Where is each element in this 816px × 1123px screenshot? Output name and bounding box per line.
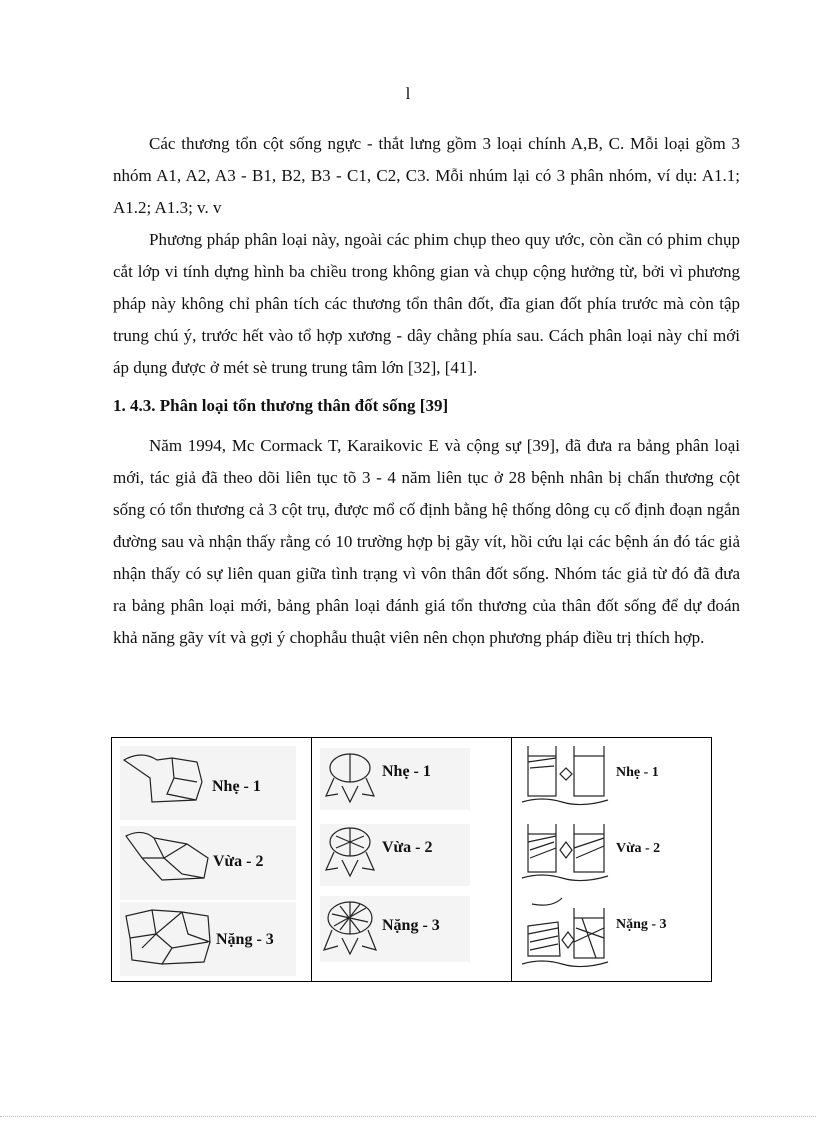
figure-column-2 bbox=[312, 738, 512, 981]
document-body bbox=[113, 128, 740, 654]
page-number: l bbox=[405, 84, 411, 103]
vertebral-injury-classification-figure bbox=[111, 737, 712, 982]
page-bottom-rule bbox=[0, 1116, 816, 1117]
column1-label-mild: Nhẹ - 1 bbox=[212, 778, 261, 795]
column1-label-moderate: Vừa - 2 bbox=[213, 853, 264, 870]
kyphosis-correction-drawing bbox=[512, 738, 712, 980]
paragraph-1: Các thương tổn cột sống ngực - thắt lưng gồm 3 loại chính A,B, C. Mỗi loại gồm 3 nhóm A1, A2, A3 - B1, B2, B3 - C1, C2, C3. Mỗi nhúm lại có 3 phân nhóm, ví dụ: A1.1; A1.2; A1.3; v. v bbox=[113, 134, 740, 217]
sagittal-comminution-drawing bbox=[112, 738, 312, 980]
figure-column-3 bbox=[512, 738, 711, 981]
column2-label-severe: Nặng - 3 bbox=[382, 917, 440, 934]
column3-label-moderate: Vừa - 2 bbox=[616, 841, 661, 856]
column2-label-mild: Nhẹ - 1 bbox=[382, 763, 431, 780]
figure-column-1 bbox=[112, 738, 312, 981]
column3-label-mild: Nhẹ - 1 bbox=[616, 765, 659, 780]
column3-label-severe: Nặng - 3 bbox=[616, 917, 667, 932]
paragraph-2: Phương pháp phân loại này, ngoài các phim chụp theo quy ước, còn cần có phim chụp cắt lớp vi tính dựng hình ba chiều trong không gian và chụp cộng hưởng từ, bởi vì phương pháp này không chỉ phân tích các thương tổn thân đốt, đĩa gian đốt phía trước mà còn tập trung chú ý, trước hết vào tổ hợp xương - dây chằng phía sau. Cách phân loại này chỉ mới áp dụng được ở mét sè trung trung tâm lớn [32], [41]. bbox=[113, 230, 740, 377]
column1-label-severe: Nặng - 3 bbox=[216, 931, 274, 948]
kyphosis-severe-icon bbox=[522, 898, 608, 967]
column2-label-moderate: Vừa - 2 bbox=[382, 839, 433, 856]
kyphosis-moderate-icon bbox=[522, 824, 608, 881]
kyphosis-mild-icon bbox=[522, 746, 608, 805]
paragraph-3: Năm 1994, Mc Cormack T, Karaikovic E và cộng sự [39], đã đưa ra bảng phân loại mới, tác giả đã theo dõi liên tục tõ 3 - 4 năm liên tục ở 28 bệnh nhân bị chấn thương cột sống có tổn thương cả 3 cột trụ, được mổ cố định bằng hệ thống dông cụ cố định đoạn ngắn đường sau và nhận thấy rằng có 10 trường hợp bị gãy vít, hồi cứu lại các bệnh án đó tác giả nhận thấy có sự liên quan giữa tình trạng vì vôn thân đốt sống. Nhóm tác giả từ đó đã đưa ra bảng phân loại mới, bảng phân loại đánh giá tổn thương của thân đốt sống để dự đoán khả năng gãy vít và gợi ý chophẫu thuật viên nên chọn phương pháp điều trị thích hợp. bbox=[113, 436, 740, 647]
section-heading: 1. 4.3. Phân loại tổn thương thân đốt sống [39] bbox=[113, 396, 449, 415]
axial-apposition-drawing bbox=[312, 738, 512, 980]
